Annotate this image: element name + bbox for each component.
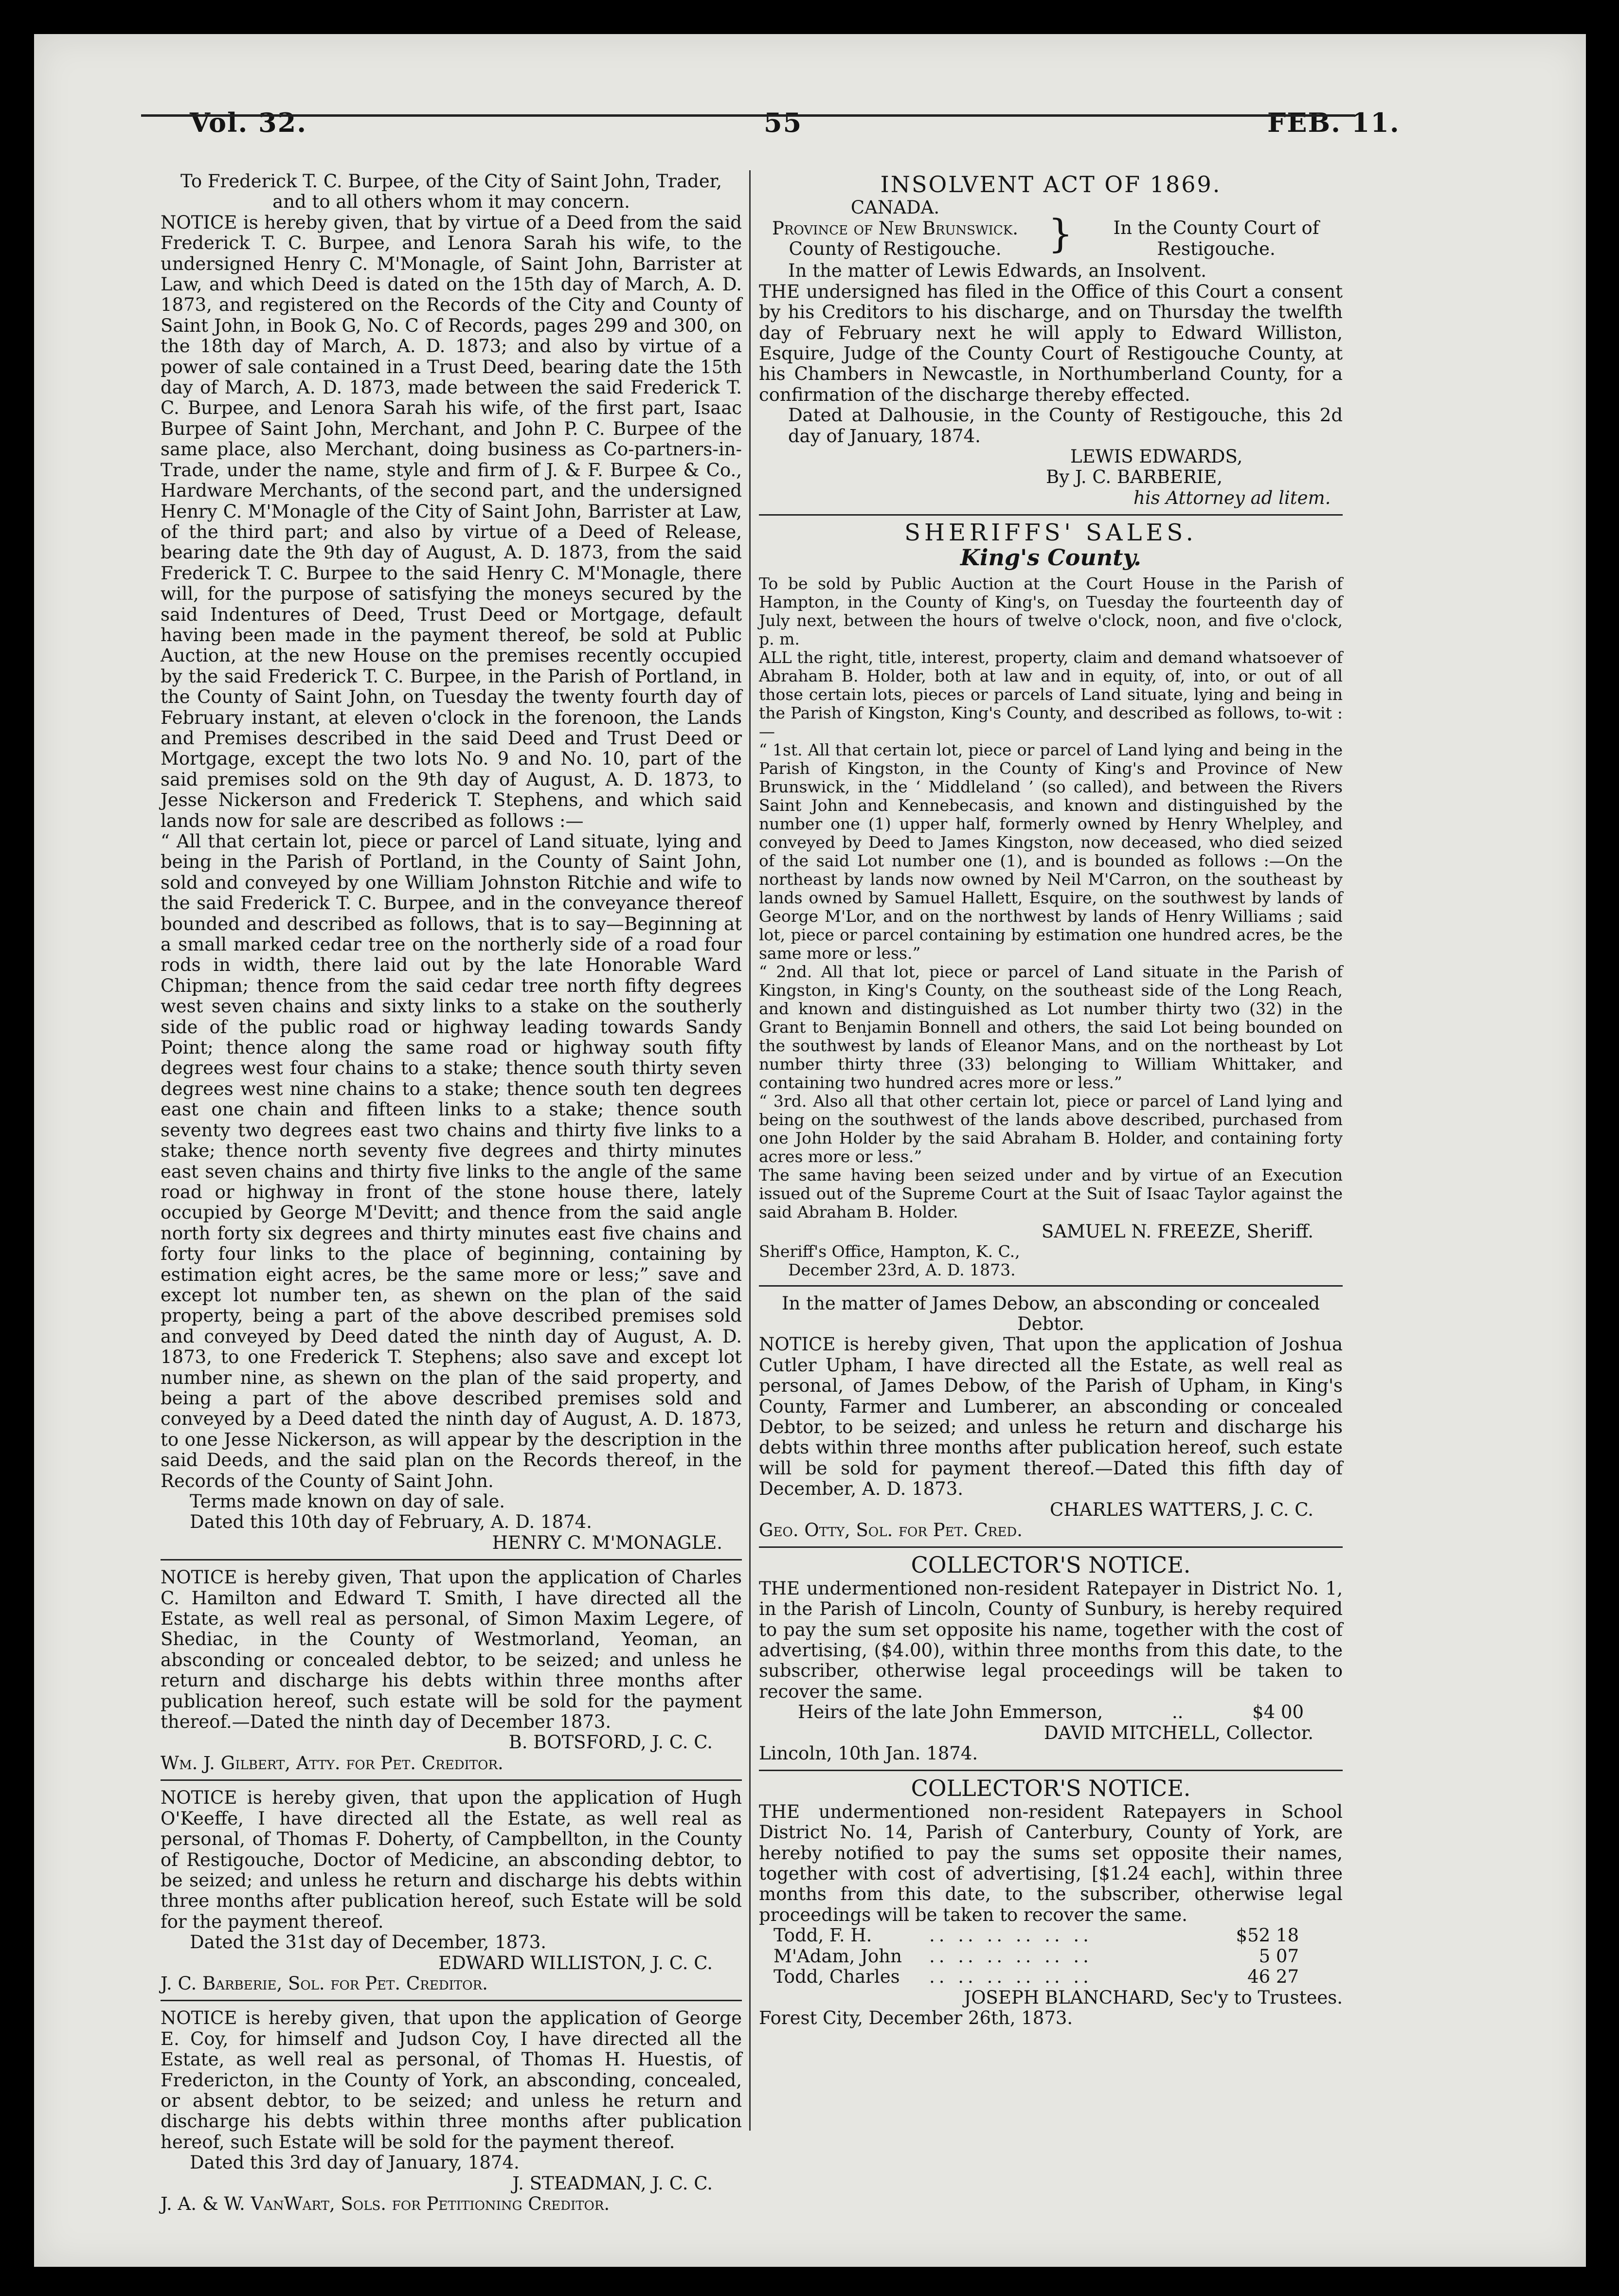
debow-signature: CHARLES WATTERS, J. C. C.	[1050, 1499, 1313, 1520]
kings-county-heading: King's County.	[960, 544, 1141, 571]
insolvent-dated: Dated at Dalhousie, in the County of Restigouche, this 2d day of January, 1874.	[788, 405, 1343, 447]
legere-body: NOTICE is hereby given, That upon the application of Charles C. Hamilton and Edward T. Smith, I have directed all the Estate, as well real as personal, of Simon Maxim Legere, of Shediac, in the County of Westmorland, Yeoman, an absconding or concealed debtor, to be seized; and unless he return and discharge his debts within three months after publication hereof, such estate will be sold for the payment thereof.—Dated the ninth day of December 1873.	[161, 1567, 742, 1733]
ratepayer-dots: .. .. .. .. .. ..	[929, 1945, 1093, 1967]
caption-county: County of Restigouche.	[789, 238, 1002, 260]
burpee-body: NOTICE is hereby given, that by virtue of a Deed from the said Frederick T. C. Burpee, and Lenora Sarah his wife, to the undersigned Henry C. M'Monagle, of Saint John, Barrister at Law, and which Deed is dated on the 15th day of March, A. D. 1873, and registered on the Records of the City and County of Saint John, in Book G, No. C of Records, pages 299 and 300, on the 18th day of March, A. D. 1873; and also by virtue of a power of sale contained in a Trust Deed, bearing date the 15th day of March, A. D. 1873, made between the said Frederick T. C. Burpee, and Lenora Sarah his wife, of the first part, Isaac Burpee of Saint John, Merchant, and John P. C. Burpee of the same place, also Merchant, doing business as Co-partners-in-Trade, under the name, style and firm of J. & F. Burpee & Co., Hardware Merchants, of the second part, and the undersigned Henry C. M'Monagle of the City of Saint John, Barrister at Law, of the third part; and also by virtue of a Deed of Release, bearing date the 9th day of August, A. D. 1873, from the said Frederick T. C. Burpee to the said Henry C. M'Monagle, there will, for the purpose of satisfying the moneys secured by the said Indentures of Deed, Trust Deed or Mortgage, default having been made in the payment thereof, be sold at Public Auction, at the new House on the premises recently occupied by the said Frederick T. C. Burpee, in the Parish of Portland, in the County of Saint John, on Tuesday the twenty fourth day of February instant, at eleven o'clock in the forenoon, the Lands and Premises described in the said Deed and Trust Deed or Mortgage, except the two lots No. 9 and No. 10, part of the said premises sold on the 9th day of August, A. D. 1873, to Jesse Nickerson and Frederick T. Stephens, and which said lands now for sale are described as follows :—	[161, 212, 742, 831]
ratepayer-dots: .. .. .. .. .. ..	[929, 1966, 1093, 1988]
sheriff-seized: The same having been seized under and by virtue of an Execution issued out of the Supreme Court at the Suit of Isaac Taylor against the said Abraham B. Holder.	[759, 1166, 1343, 1222]
huestis-solicitors: J. A. & W. VanWart, Sols. for Petitioning Creditor.	[161, 2193, 610, 2214]
sheriff-date: December 23rd, A. D. 1873.	[788, 1260, 1016, 1279]
debow-body: NOTICE is hereby given, That upon the application of Joshua Cutler Upham, I have directed all the Estate, as well real as personal, of James Debow, of the Parish of Upham, in King's County, Farmer and Lumberer, an absconding or concealed Debtor, to be seized; and unless he return and discharge his debts within three months after publication hereof, such estate will be sold for payment thereof.—Dated this fifth day of December, A. D. 1873.	[759, 1334, 1343, 1500]
debow-solicitor: Geo. Otty, Sol. for Pet. Cred.	[759, 1519, 1023, 1541]
legere-attorney: Wm. J. Gilbert, Atty. for Pet. Creditor.	[161, 1752, 504, 1774]
divider	[161, 1779, 742, 1781]
insolvent-body: THE undersigned has filed in the Office of this Court a consent by his Creditors to his discharge, and on Thursday the twelfth day of February next he will apply to Edward Williston, Esquire, Judge of the County Court of Restigouche County, at his Chambers in Newcastle, in Northumberland County, for a confirmation of the discharge thereby effected.	[759, 281, 1343, 405]
insolvent-notice	[759, 171, 1343, 508]
debow-notice	[759, 1293, 1343, 1541]
huestis-dated: Dated this 3rd day of January, 1874.	[190, 2152, 520, 2173]
insolvent-signature: LEWIS EDWARDS,	[1070, 446, 1243, 467]
sheriff-intro: To be sold by Public Auction at the Court House in the Parish of Hampton, in the County of King's, on Tuesday the fourteenth day of July next, between the hours of twelve o'clock, noon, and five o'clock, p. m.	[759, 574, 1343, 649]
debow-matter: In the matter of James Debow, an absconding or concealed Debtor.	[781, 1292, 1320, 1334]
ratepayer-name: M'Adam, John	[774, 1945, 902, 1967]
divider	[759, 1546, 1343, 1548]
collector-place-1: Lincoln, 10th Jan. 1874.	[759, 1743, 978, 1764]
collector-body-1: THE undermentioned non-resident Ratepayer in District No. 1, in the Parish of Lincoln, County of Sunbury, is hereby required to pay the sum set opposite his name, together with the cost of advertising, ($4.00), within three months from this date, to the subscriber, otherwise legal proceedings will be taken to recover the same.	[759, 1578, 1343, 1702]
divider	[161, 2000, 742, 2001]
caption-court-county: Restigouche.	[1157, 238, 1276, 259]
issue-date: FEB. 11.	[1267, 107, 1400, 138]
collector-title-2: COLLECTOR'S NOTICE.	[911, 1775, 1191, 1802]
ratepayer-row	[759, 1702, 1343, 1722]
doherty-notice	[161, 1788, 742, 1994]
insolvent-matter: In the matter of Lewis Edwards, an Insolvent.	[788, 260, 1206, 282]
right-column	[759, 171, 1343, 2028]
insolvent-signature-attorney: his Attorney ad litem.	[1133, 487, 1331, 508]
ratepayer-amount: $4 00	[1252, 1702, 1304, 1723]
doherty-solicitor: J. C. Barberie, Sol. for Pet. Creditor.	[161, 1973, 488, 1994]
ratepayer-dots: .. .. .. .. .. ..	[929, 1925, 1093, 1946]
sheriffs-title: SHERIFFS' SALES.	[904, 519, 1197, 547]
collector-notice-canterbury	[759, 1775, 1343, 2028]
page-number: 55	[764, 107, 803, 138]
burpee-terms: Terms made known on day of sale.	[190, 1491, 505, 1512]
table-row	[769, 1946, 1304, 1967]
caption-canada: CANADA.	[850, 197, 940, 218]
doherty-body: NOTICE is hereby given, that upon the application of Hugh O'Keeffe, I have directed all the Estate, as well real as personal, of Thomas F. Doherty, of Campbellton, in the County of Restigouche, Doctor of Medicine, an absconding debtor, to be seized; and unless he return and discharge his debts within three months after publication hereof, such Estate will be sold for the payment thereof.	[161, 1787, 742, 1932]
huestis-notice	[161, 2008, 742, 2214]
sheriffs-sales	[759, 519, 1343, 1279]
volume-number: Vol. 32.	[190, 107, 307, 138]
huestis-signature: J. STEADMAN, J. C. C.	[512, 2172, 713, 2194]
ratepayer-table	[769, 1925, 1304, 1987]
collector-place-2: Forest City, December 26th, 1873.	[759, 2007, 1073, 2028]
divider	[161, 1559, 742, 1561]
sheriff-lot-2: “ 2nd. All that lot, piece or parcel of Land situate in the Parish of Kingston, in King's County, on the southeast side of the Long Reach, and known and distinguished as Lot number thirty two (32) in the Grant to Benjamin Bonnell and others, the said Lot being bounded on the southwest by lands of Eleanor Mans, and on the northeast by Lot number thirty three (33) belonging to William Whittaker, and containing two hundred acres more or less.”	[759, 962, 1343, 1093]
ratepayer-amount: $52 18	[1236, 1925, 1299, 1946]
ratepayer-name: Todd, F. H.	[774, 1925, 872, 1946]
insolvent-title: INSOLVENT ACT OF 1869.	[880, 171, 1222, 197]
divider	[759, 514, 1343, 516]
collector-signature-1: DAVID MITCHELL, Collector.	[1043, 1722, 1313, 1743]
caption-province: Province of New Brunswick.	[772, 217, 1019, 239]
table-row	[769, 1925, 1304, 1946]
table-row	[769, 1967, 1304, 1987]
burpee-dated: Dated this 10th day of February, A. D. 1874.	[190, 1511, 592, 1533]
collector-title-1: COLLECTOR'S NOTICE.	[911, 1552, 1191, 1578]
caption-right	[1090, 197, 1343, 261]
sheriff-signature: SAMUEL N. FREEZE, Sheriff.	[1041, 1221, 1313, 1242]
collector-signature-2: JOSEPH BLANCHARD, Sec'y to Trustees.	[964, 1987, 1343, 2008]
ratepayer-amount: 46 27	[1247, 1966, 1299, 1988]
caption-left	[759, 197, 1031, 261]
insolvent-signature-by: By J. C. BARBERIE,	[1046, 466, 1223, 488]
left-column	[161, 171, 742, 2214]
court-caption	[759, 197, 1343, 261]
ratepayer-amount: 5 07	[1259, 1945, 1299, 1967]
divider	[759, 1770, 1343, 1771]
newspaper-page	[34, 34, 1586, 2267]
doherty-signature: EDWARD WILLISTON, J. C. C.	[438, 1952, 713, 1973]
doherty-dated: Dated the 31st day of December, 1873.	[190, 1932, 547, 1953]
sheriff-office: Sheriff's Office, Hampton, K. C.,	[759, 1241, 1020, 1261]
burpee-signature: HENRY C. M'MONAGLE.	[492, 1532, 722, 1553]
caption-court: In the County Court of	[1113, 217, 1319, 239]
burpee-notice	[161, 171, 742, 1553]
collector-notice-lincoln	[759, 1552, 1343, 1764]
ratepayer-name: Heirs of the late John Emmerson,	[798, 1702, 1103, 1723]
header-rule	[141, 114, 1355, 117]
column-divider	[749, 170, 751, 2131]
brace-icon: }	[1048, 211, 1073, 257]
collector-body-2: THE undermentioned non-resident Ratepayers in School District No. 14, Parish of Canterbury, County of York, are hereby notified to pay the sums set opposite their names, together with cost of advertising, [$1.24 each], within three months from this date, to the subscriber, otherwise legal proceedings will be taken to recover the same.	[759, 1801, 1343, 1925]
huestis-body: NOTICE is hereby given, that upon the application of George E. Coy, for himself and Judson Coy, I have directed all the Estate, as well real as personal, of Thomas H. Huestis, of Fredericton, in the County of York, an absconding, concealed, or absent debtor, to be seized; and unless he return and discharge his debts within three months after publication hereof, such Estate will be sold for the payment thereof.	[161, 2008, 742, 2152]
sheriff-lot-1: “ 1st. All that certain lot, piece or parcel of Land lying and being in the Parish of Kingston, in the County of King's and Province of New Brunswick, in the ‘ Middleland ’ (so called), and between the Rivers Saint John and Kennebecasis, and known and distinguished by the number one (1) upper half, formerly owned by Henry Whelpley, and conveyed by Deed to James Kingston, now deceased, who died seized of the said Lot number one (1), and is bounded as follows :—On the northeast by lands now owned by Neil M'Carron, on the southeast by lands owned by Samuel Hallett, Esquire, on the southwest by lands of George M'Lor, and on the northwest by lands of Henry Williams ; said lot, piece or parcel containing by estimation one hundred acres, be the same more or less.”	[759, 740, 1343, 963]
sheriff-lot-3: “ 3rd. Also all that other certain lot, piece or parcel of Land lying and being on the southwest of the lands above described, purchased from one John Holder by the said Abraham B. Holder, and containing forty acres more or less.”	[759, 1092, 1343, 1166]
burpee-description: “ All that certain lot, piece or parcel of Land situate, lying and being in the Parish of Portland, in the County of Saint John, sold and conveyed by one William Johnston Ritchie and wife to the said Frederick T. C. Burpee, and in the conveyance thereof bounded and described as follows, that is to say—Beginning at a small marked cedar tree on the northerly side of a road four rods in width, there laid out by the late Honorable Ward Chipman; thence from the said cedar tree north fifty degrees west seven chains and sixty links to a stake on the southerly side of the public road or highway leading towards Sandy Point; thence along the same road or highway south fifty degrees west four chains to a stake; thence south thirty seven degrees west nine chains to a stake; thence south ten degrees east one chain and fifteen links to a stake; thence south seventy two degrees east two chains and thirty five links to a stake; thence north seventy five degrees and thirty minutes east seven chains and thirty five links to the angle of the same road or highway in front of the stone house there, lately occupied by George M'Devitt; and thence from the said angle north forty six degrees and thirty minutes east five chains and forty four links to the place of beginning, containing by estimation eight acres, be the same more or less;” save and except lot number ten, as shewn on the plan of the said property, being a part of the above described premises sold and conveyed by Deed dated the ninth day of August, A. D. 1873, to one Frederick T. Stephens; also save and except lot number nine, as shewn on the plan of the said property, and being a part of the above described premises sold and conveyed by a Deed dated the ninth day of August, A. D. 1873, to one Jesse Nickerson, as will appear by the description in the said Deeds, and the said plan on the Records thereof, in the Records of the County of Saint John.	[161, 831, 742, 1491]
divider	[759, 1285, 1343, 1287]
sheriff-all: ALL the right, title, interest, property, claim and demand whatsoever of Abraham B. Holder, both at law and in equity, of, into, or out of all those certain lots, pieces or parcels of Land situate, lying and being in the Parish of Kingston, King's County, and described as follows, to-wit :—	[759, 648, 1343, 741]
legere-notice	[161, 1567, 742, 1774]
ratepayer-name: Todd, Charles	[774, 1966, 900, 1988]
legere-signature: B. BOTSFORD, J. C. C.	[508, 1732, 713, 1753]
burpee-address: To Frederick T. C. Burpee, of the City of Saint John, Trader, and to all others whom it may concern.	[180, 171, 722, 213]
ratepayer-dots: ..	[1171, 1702, 1184, 1723]
